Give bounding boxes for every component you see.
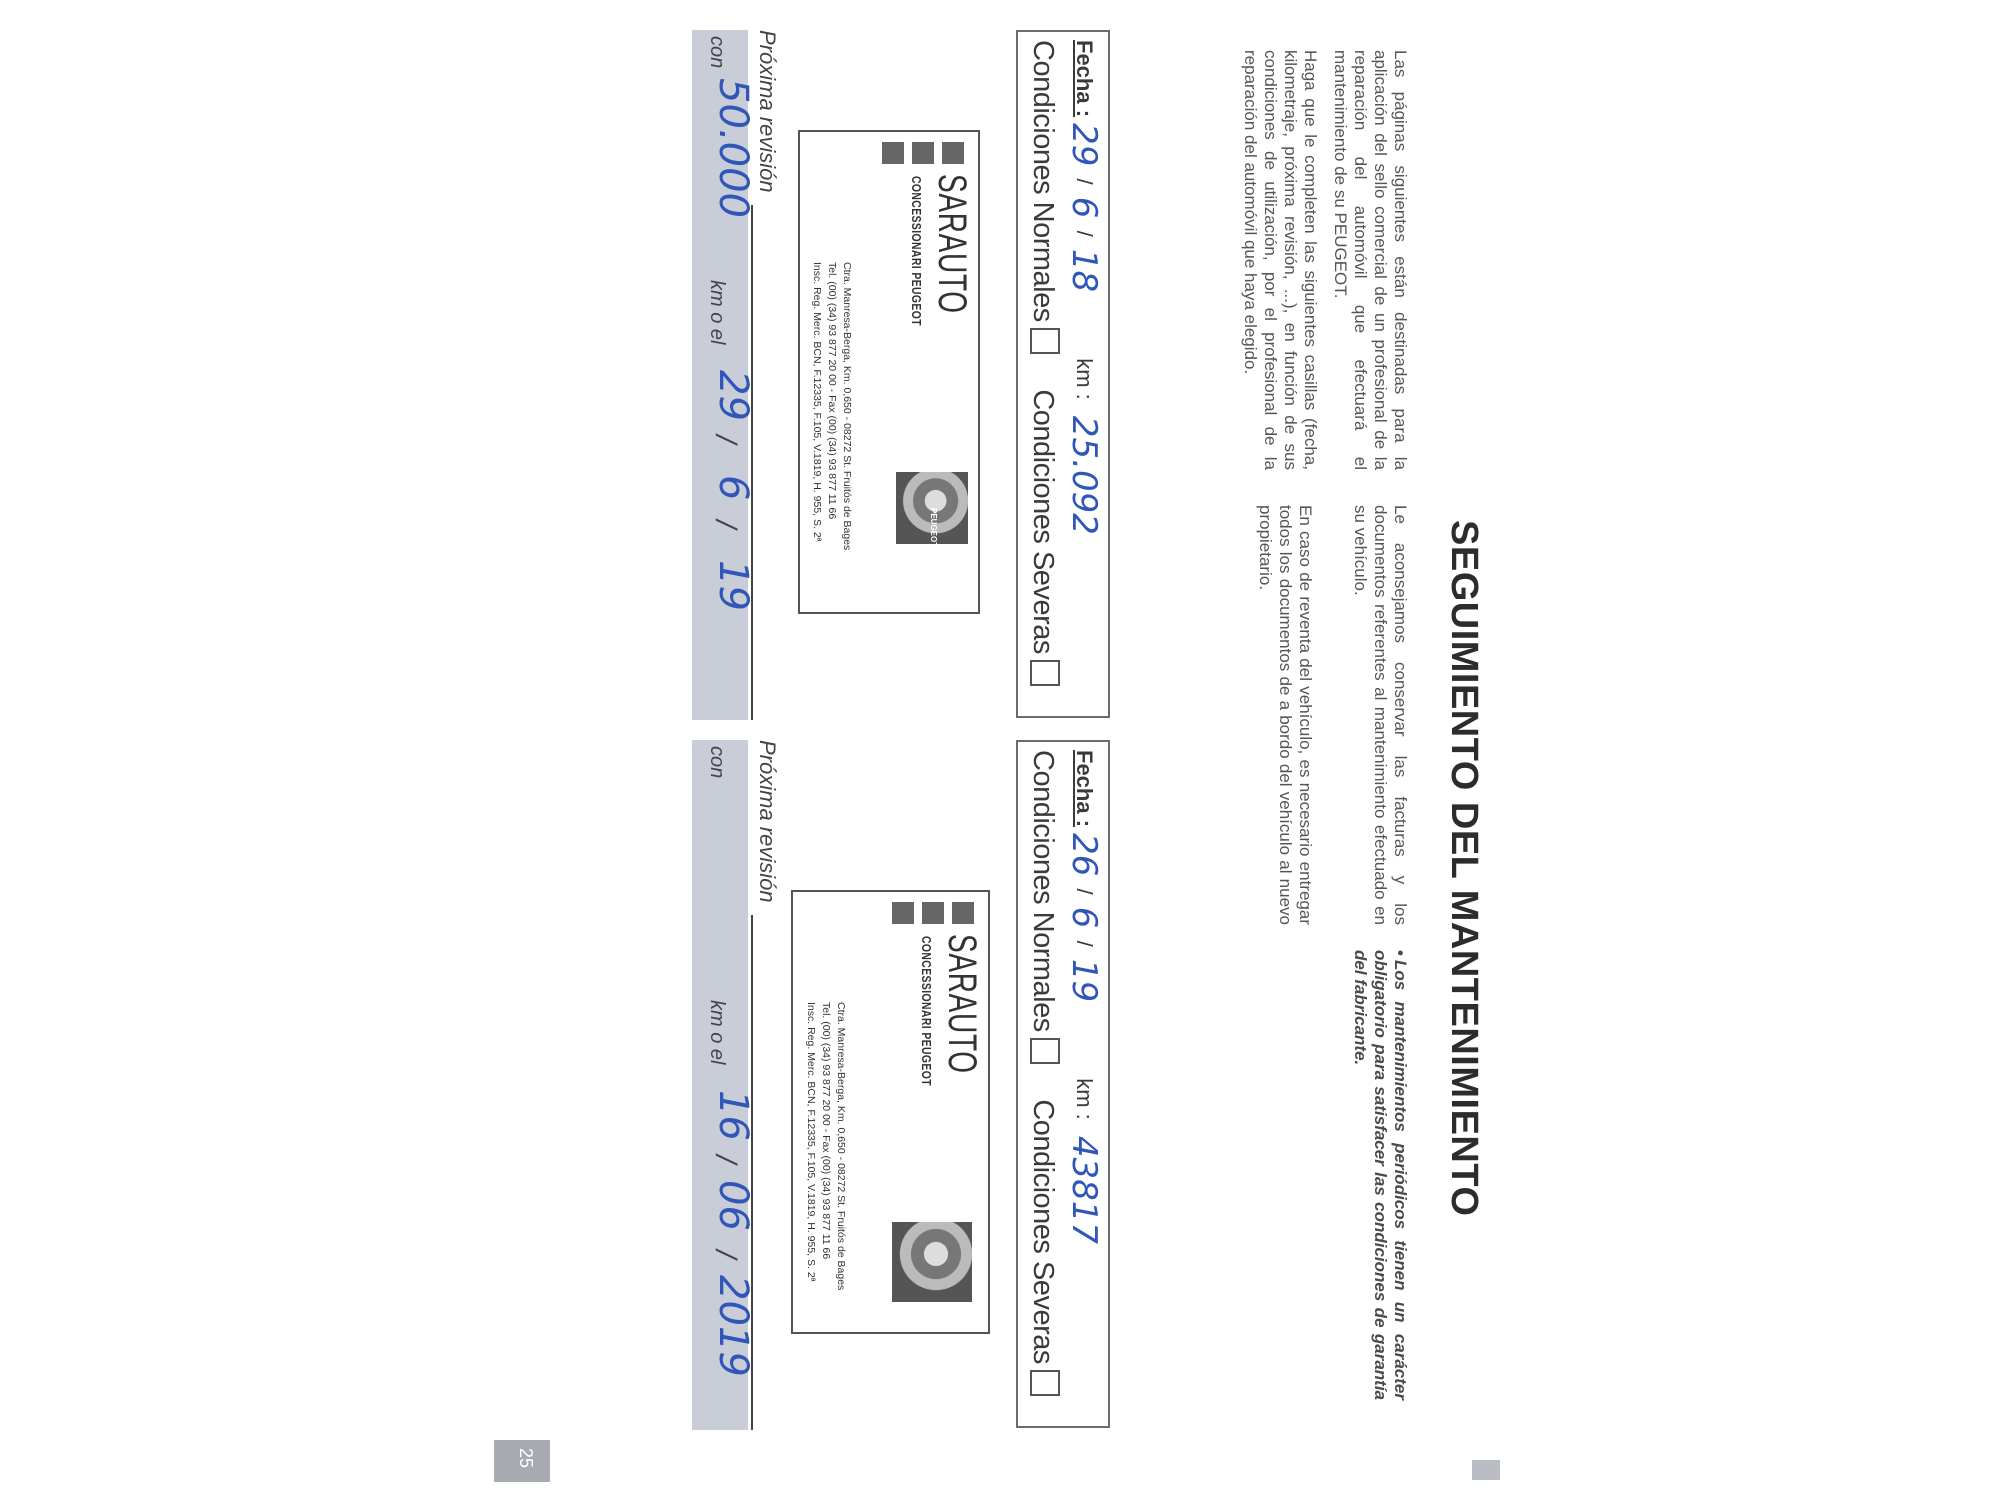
fecha-day: 26 bbox=[1064, 833, 1104, 877]
km-value: 25.092 bbox=[1064, 415, 1104, 535]
stamp-address-line: Tel. (00) (34) 93 877 20 00 - Fax (00) (34) 93 877 11 66 bbox=[820, 1002, 832, 1260]
fecha-year: 19 bbox=[1064, 958, 1104, 1003]
stamp-address-line: Insc. Reg. Merc. BCN, F.12335, F.105, V.1819, H. 955, S. 2ª bbox=[811, 262, 823, 542]
severe-conditions-checkbox[interactable] bbox=[1030, 1370, 1060, 1396]
km-label: km : bbox=[1072, 358, 1097, 400]
stamp-address-line: Ctra. Manresa-Berga, Km. 0,650 - 08272 St. Fruitós de Bages bbox=[835, 1002, 847, 1291]
severe-conditions-checkbox[interactable] bbox=[1030, 660, 1060, 686]
intro-paragraph-1: Las páginas siguientes están destinadas para la aplicación del sello comercial de un profesional de la reparación del automóvil que efectuará el mantenimiento de su PEUGEOT. bbox=[1331, 50, 1410, 470]
stamp-address-line: Tel. (00) (34) 93 877 20 00 - Fax (00) (34) 93 877 11 66 bbox=[826, 262, 838, 520]
edge-tab bbox=[1472, 1460, 1500, 1480]
con-label: con bbox=[706, 746, 728, 779]
conditions-line bbox=[1026, 750, 1060, 1396]
dealer-stamp bbox=[791, 890, 990, 1334]
date-km-line: Fecha : 29 / 6 / 18 km : 25.092 bbox=[1064, 40, 1104, 535]
next-revision-band: con 50.000 km o el 29 / 6 / 19 bbox=[692, 30, 748, 720]
fecha-year: 18 bbox=[1064, 248, 1104, 293]
peugeot-lion-logo bbox=[892, 1222, 972, 1302]
page-title: SEGUIMIENTO DEL MANTENIMIENTO bbox=[1443, 520, 1485, 1217]
km-value: 43817 bbox=[1064, 1135, 1104, 1245]
next-date-day: 29 bbox=[710, 370, 756, 421]
normal-conditions-label: Condiciones Normales bbox=[1027, 40, 1059, 322]
peugeot-lion-logo bbox=[896, 472, 968, 548]
intro-paragraph-2: Haga que le completen las siguientes casillas (fecha, kilometraje, próxima revisión, ...), en función de sus condiciones de utilización, por el profesional de la reparación del automóvil que haya elegido. bbox=[1241, 50, 1320, 470]
next-revision-label: Próxima revisión bbox=[755, 740, 780, 903]
intro-paragraph-4: En caso de reventa del vehículo, es necesario entregar todos los documentos de a bordo del vehículo al nuevo propietario. bbox=[1256, 505, 1315, 925]
stamp-address bbox=[809, 262, 854, 592]
severe-conditions-label: Condiciones Severas bbox=[1027, 1099, 1059, 1364]
page-number: 25 bbox=[516, 1448, 536, 1469]
maintenance-card-1 bbox=[706, 30, 1110, 720]
fecha-label: Fecha : bbox=[1072, 40, 1097, 118]
km-label: km : bbox=[1072, 1078, 1097, 1120]
stamp-dealer: CONCESSIONARI PEUGEOT bbox=[909, 176, 924, 326]
next-revision-label: Próxima revisión bbox=[755, 30, 780, 193]
document-page bbox=[500, 20, 1500, 1480]
con-label: con bbox=[706, 36, 728, 69]
severe-conditions-label: Condiciones Severas bbox=[1027, 389, 1059, 654]
maintenance-card-2 bbox=[706, 740, 1110, 1430]
next-date-day: 16 bbox=[710, 1090, 756, 1141]
normal-conditions-checkbox[interactable] bbox=[1030, 1038, 1060, 1064]
next-date-month: 06 bbox=[710, 1180, 756, 1231]
next-date-month: 6 bbox=[710, 475, 756, 501]
stamp-dealer: CONCESSIONARI PEUGEOT bbox=[919, 936, 934, 1086]
warning-text: Los mantenimientos periódicos tienen un carácter obligatorio para satisfacer las condiciones de garantía del fabricante. bbox=[1351, 950, 1410, 1400]
stamp-bars bbox=[874, 142, 964, 164]
next-revision-line bbox=[751, 205, 753, 720]
normal-conditions-label: Condiciones Normales bbox=[1027, 750, 1059, 1032]
card-header bbox=[1016, 740, 1110, 1428]
page-number-tab bbox=[494, 1440, 550, 1482]
intro-paragraph-3: Le aconsejamos conservar las facturas y los documentos referentes al mantenimiento efectuado en su vehículo. bbox=[1351, 505, 1410, 925]
next-revision-band: con km o el 16 / 06 / 2019 bbox=[692, 740, 748, 1430]
next-date-year: 2019 bbox=[710, 1275, 756, 1377]
warranty-warning bbox=[1350, 950, 1410, 1400]
stamp-address-line: Insc. Reg. Merc. BCN, F.12335, F.105, V.1819, H. 955, S. 2ª bbox=[805, 1002, 817, 1282]
stamp-bars bbox=[884, 902, 974, 924]
dealer-stamp bbox=[798, 130, 980, 614]
stamp-address-line: Ctra. Manresa-Berga, Km. 0,650 - 08272 St. Fruitós de Bages bbox=[841, 262, 853, 551]
logo-text: PEUGEOT bbox=[929, 508, 938, 548]
fecha-label: Fecha : bbox=[1072, 750, 1097, 828]
next-km-value: 50.000 bbox=[710, 78, 756, 218]
stamp-name: SARAUTO bbox=[930, 174, 974, 314]
normal-conditions-checkbox[interactable] bbox=[1030, 328, 1060, 354]
next-date-year: 19 bbox=[710, 560, 756, 611]
fecha-month: 6 bbox=[1064, 906, 1104, 929]
fecha-day: 29 bbox=[1064, 123, 1104, 167]
date-km-line: Fecha : 26 / 6 / 19 km : 43817 bbox=[1064, 750, 1104, 1245]
card-header bbox=[1016, 30, 1110, 718]
fecha-month: 6 bbox=[1064, 196, 1104, 219]
km-o-el-label: km o el bbox=[706, 280, 728, 345]
conditions-line bbox=[1026, 40, 1060, 686]
bullet-icon: • bbox=[1391, 950, 1410, 956]
stamp-name: SARAUTO bbox=[940, 934, 984, 1074]
stamp-address bbox=[803, 1002, 848, 1332]
km-o-el-label: km o el bbox=[706, 1000, 728, 1065]
